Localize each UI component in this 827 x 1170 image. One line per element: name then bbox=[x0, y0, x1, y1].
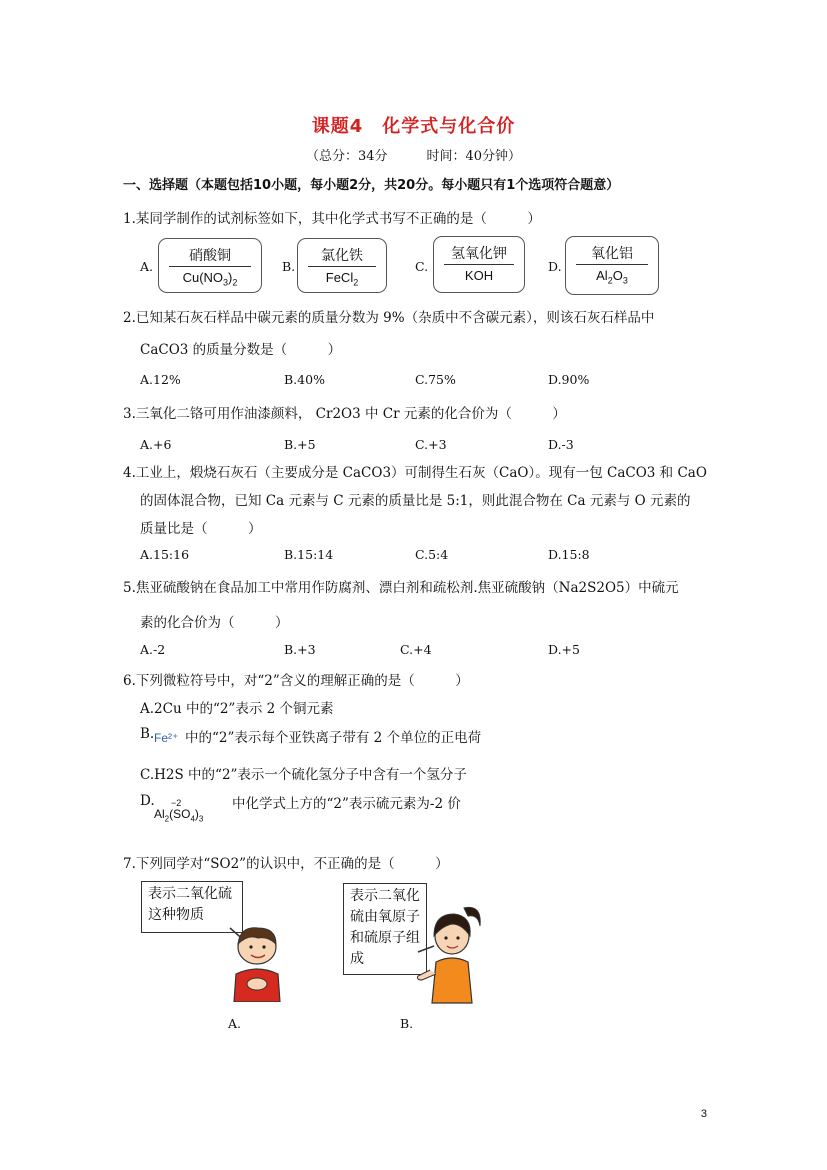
question-4-line-2: 的固体混合物，已知 Ca 元素与 C 元素的质量比是 5:1，则此混合物在 Ca 元素与 O 元素的 bbox=[140, 493, 691, 509]
q1-option-a-label bbox=[158, 238, 262, 293]
q3-option-b: B.+5 bbox=[284, 437, 316, 452]
label-divider bbox=[308, 266, 376, 267]
q6-option-d-valence: −2 bbox=[171, 798, 182, 808]
girl-illustration bbox=[410, 900, 485, 1005]
label-formula: FeCl$_2$ bbox=[325, 270, 359, 288]
question-6-stem: 6.下列微粒符号中，对“2”含义的理解正确的是（ ） bbox=[123, 673, 469, 689]
q1-option-d-letter: D. bbox=[548, 259, 562, 274]
q5-option-a: A.-2 bbox=[140, 642, 166, 657]
question-5-line-2: 素的化合价为（ ） bbox=[140, 615, 289, 631]
question-2-line-2: CaCO3 的质量分数是（ ） bbox=[140, 342, 342, 358]
question-5-line-1: 5.焦亚硫酸钠在食品加工中常用作防腐剂、漂白剂和疏松剂.焦亚硫酸钠（Na2S2O5）中硫元 bbox=[123, 580, 679, 596]
question-4-line-3: 质量比是（ ） bbox=[140, 521, 262, 537]
question-3-stem: 3.三氧化二铬可用作油漆颜料， Cr2O3 中 Cr 元素的化合价为（ ） bbox=[123, 406, 566, 422]
q1-option-c-label bbox=[433, 236, 525, 293]
label-divider bbox=[576, 264, 648, 265]
q4-option-a: A.15:16 bbox=[140, 547, 190, 562]
q1-option-b-label bbox=[297, 238, 387, 293]
speech-bubble-b: 表示二氧化硫由氧原子和硫原子组成 bbox=[343, 883, 427, 975]
page-title: 课题4 化学式与化合价 bbox=[311, 116, 516, 137]
q2-option-c: C.75% bbox=[415, 372, 456, 387]
question-2-line-1: 2.已知某石灰石样品中碳元素的质量分数为 9%（杂质中不含碳元素），则该石灰石样品中 bbox=[123, 310, 655, 326]
q1-option-d-label bbox=[565, 236, 659, 295]
label-divider bbox=[169, 266, 251, 267]
question-7-stem: 7.下列同学对“SO2”的认识中，不正确的是（ ） bbox=[123, 856, 449, 872]
q1-option-b-letter: B. bbox=[282, 259, 296, 274]
q5-option-c: C.+4 bbox=[400, 642, 432, 657]
label-name: 氧化铝 bbox=[591, 246, 633, 262]
q2-option-d: D.90% bbox=[548, 372, 590, 387]
q2-option-a: A.12% bbox=[140, 372, 181, 387]
page-subtitle: （总分：34分 时间：40分钟） bbox=[305, 149, 522, 164]
label-divider bbox=[444, 264, 514, 265]
section-heading: 一、选择题（本题包括10小题，每小题2分，共20分。每小题只有1个选项符合题意） bbox=[123, 178, 620, 193]
label-name: 硝酸铜 bbox=[189, 248, 231, 264]
q6-option-b-symbol: Fe²⁺ bbox=[154, 731, 179, 745]
q1-option-c-letter: C. bbox=[415, 259, 429, 274]
label-name: 氯化铁 bbox=[321, 248, 363, 264]
boy-illustration bbox=[210, 920, 300, 1002]
page-number: 3 bbox=[700, 1108, 707, 1120]
label-formula: $Cu(NO_3)_2$ bbox=[182, 270, 238, 288]
label-name: 氢氧化钾 bbox=[451, 246, 507, 262]
q3-option-c: C.+3 bbox=[415, 437, 447, 452]
q6-option-d-symbol: $Al_2(SO_4)_3$ bbox=[154, 807, 204, 824]
q3-option-a: A.+6 bbox=[140, 437, 172, 452]
q6-option-b-letter: B. bbox=[140, 726, 155, 742]
q4-option-b: B.15:14 bbox=[284, 547, 334, 562]
q6-option-d-letter: D. bbox=[140, 793, 155, 809]
label-formula: $Al_2O_3$ bbox=[596, 268, 628, 286]
question-4-line-1: 4.工业上，煅烧石灰石（主要成分是 CaCO3）可制得生石灰（CaO）。现有一包 CaCO3 和 CaO bbox=[123, 465, 707, 481]
speech-bubble-a: 表示二氧化硫这种物质 bbox=[141, 881, 243, 933]
q5-option-d: D.+5 bbox=[548, 642, 580, 657]
q7-option-b-label: B. bbox=[400, 1016, 414, 1031]
question-1-stem: 1.某同学制作的试剂标签如下，其中化学式书写不正确的是（ ） bbox=[123, 211, 541, 227]
q6-option-a: A.2Cu 中的“2”表示 2 个铜元素 bbox=[140, 701, 334, 717]
q4-option-c: C.5:4 bbox=[415, 547, 449, 562]
q2-option-b: B.40% bbox=[284, 372, 325, 387]
q3-option-d: D.-3 bbox=[548, 437, 574, 452]
label-formula: KOH bbox=[464, 268, 494, 283]
q6-option-d-text: 中化学式上方的“2”表示硫元素为-2 价 bbox=[232, 796, 461, 812]
q7-option-a-label: A. bbox=[228, 1016, 242, 1031]
q5-option-b: B.+3 bbox=[284, 642, 316, 657]
q4-option-d: D.15:8 bbox=[548, 547, 590, 562]
q6-option-c: C.H2S 中的“2”表示一个硫化氢分子中含有一个氢分子 bbox=[140, 767, 467, 783]
q1-option-a-letter: A. bbox=[140, 259, 154, 274]
q6-option-b-text: 中的“2”表示每个亚铁离子带有 2 个单位的正电荷 bbox=[185, 730, 482, 746]
